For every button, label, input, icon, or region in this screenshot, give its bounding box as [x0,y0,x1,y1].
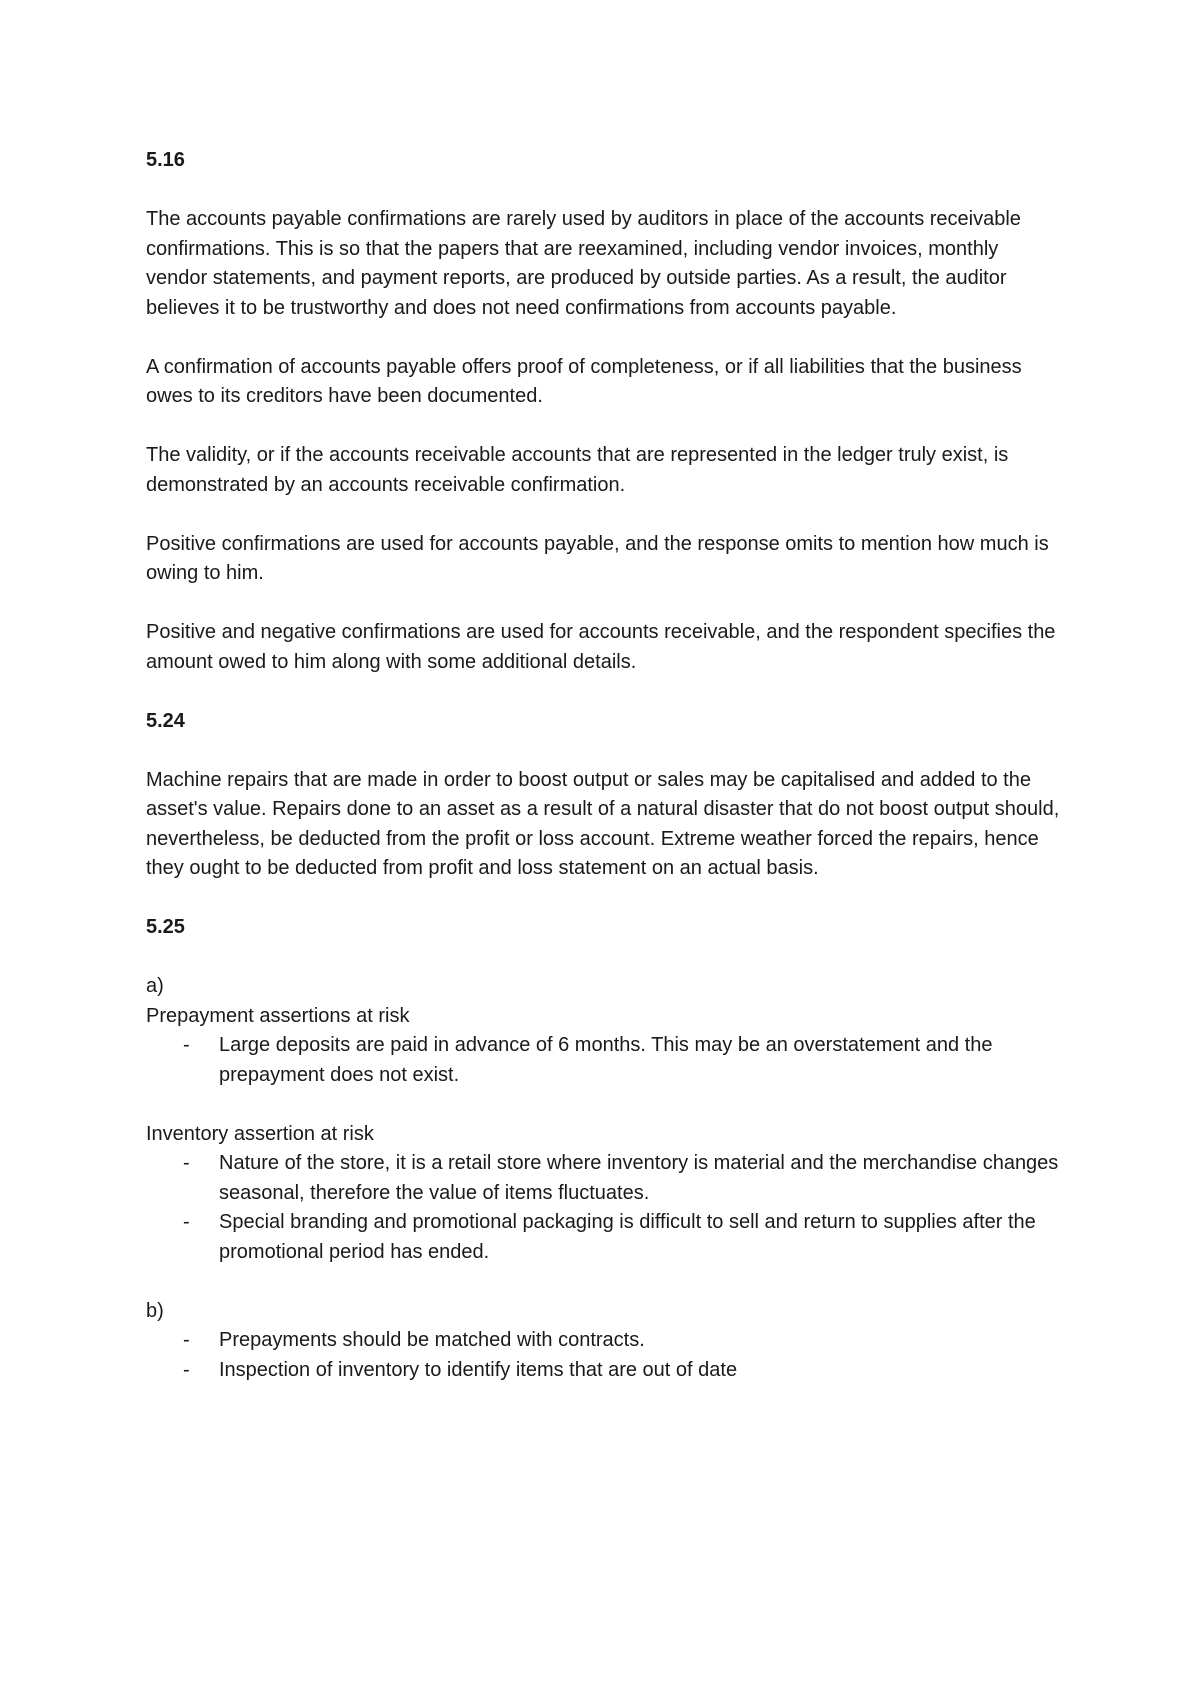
paragraph-5-24: Machine repairs that are made in order to boost output or sales may be capitalised and added to the asset's value. Repairs done to an asset as a result of a natural disaster that do not boost output should, nevertheless, be deducted from the profit or loss account. Extreme weather forced the repairs, hence they ought to be deducted from profit and loss statement on an actual basis. [146,768,1060,879]
list-item-text: Large deposits are paid in advance of 6 months. This may be an overstatement and the prepayment does not exist. [219,1034,993,1086]
part-b-label: b) [146,1299,164,1322]
list-item-text: Special branding and promotional packaging is difficult to sell and return to supplies after the promotional period has ended. [219,1211,1036,1263]
spacer [146,1090,1061,1120]
paragraph-5-16-1: The accounts payable confirmations are rarely used by auditors in place of the accounts receivable confirmations. This is so that the papers that are reexamined, including vendor invoices, monthly vendor statements, and payment reports, are produced by outside parties. As a result, the auditor believes it to be trustworthy and does not need confirmations from accounts payable. [146,208,1021,319]
list-item [146,1031,1061,1090]
list-item [146,1208,1061,1267]
dash-bullet: - [183,1034,190,1056]
prepayment-risk-title: Prepayment assertions at risk [146,1004,410,1027]
list-item [146,1356,1061,1386]
dash-bullet: - [183,1152,190,1174]
list-item-text: Nature of the store, it is a retail store where inventory is material and the merchandise changes seasonal, therefore the value of items fluctuates. [219,1152,1059,1204]
section-heading-5-25: 5.25 [146,916,185,938]
prepayment-risk-list [146,1031,1061,1090]
inventory-risk-title: Inventory assertion at risk [146,1122,374,1145]
procedures-list [146,1326,1061,1385]
section-heading-5-24: 5.24 [146,709,185,732]
list-item-text: Prepayments should be matched with contracts. [219,1329,645,1351]
spacer [146,1267,1061,1297]
paragraph-5-16-2: A confirmation of accounts payable offers proof of completeness, or if all liabilities that the business owes to its creditors have been documented. [146,355,1022,407]
list-item [146,1149,1061,1208]
dash-bullet: - [183,1211,190,1233]
part-a-label: a) [146,975,164,997]
dash-bullet: - [183,1358,190,1381]
paragraph-5-16-4: Positive confirmations are used for accounts payable, and the response omits to mention how much is owing to him. [146,532,1049,584]
list-item-text: Inspection of inventory to identify items that are out of date [219,1358,738,1381]
section-heading-5-16: 5.16 [146,149,185,171]
inventory-risk-list [146,1149,1061,1267]
paragraph-5-16-3: The validity, or if the accounts receivable accounts that are represented in the ledger truly exist, is demonstrated by an accounts receivable confirmation. [146,444,1009,496]
document-content [146,146,1061,1385]
dash-bullet: - [183,1329,190,1351]
paragraph-5-16-5: Positive and negative confirmations are used for accounts receivable, and the respondent specifies the amount owed to him along with some additional details. [146,621,1056,673]
list-item [146,1326,1061,1356]
